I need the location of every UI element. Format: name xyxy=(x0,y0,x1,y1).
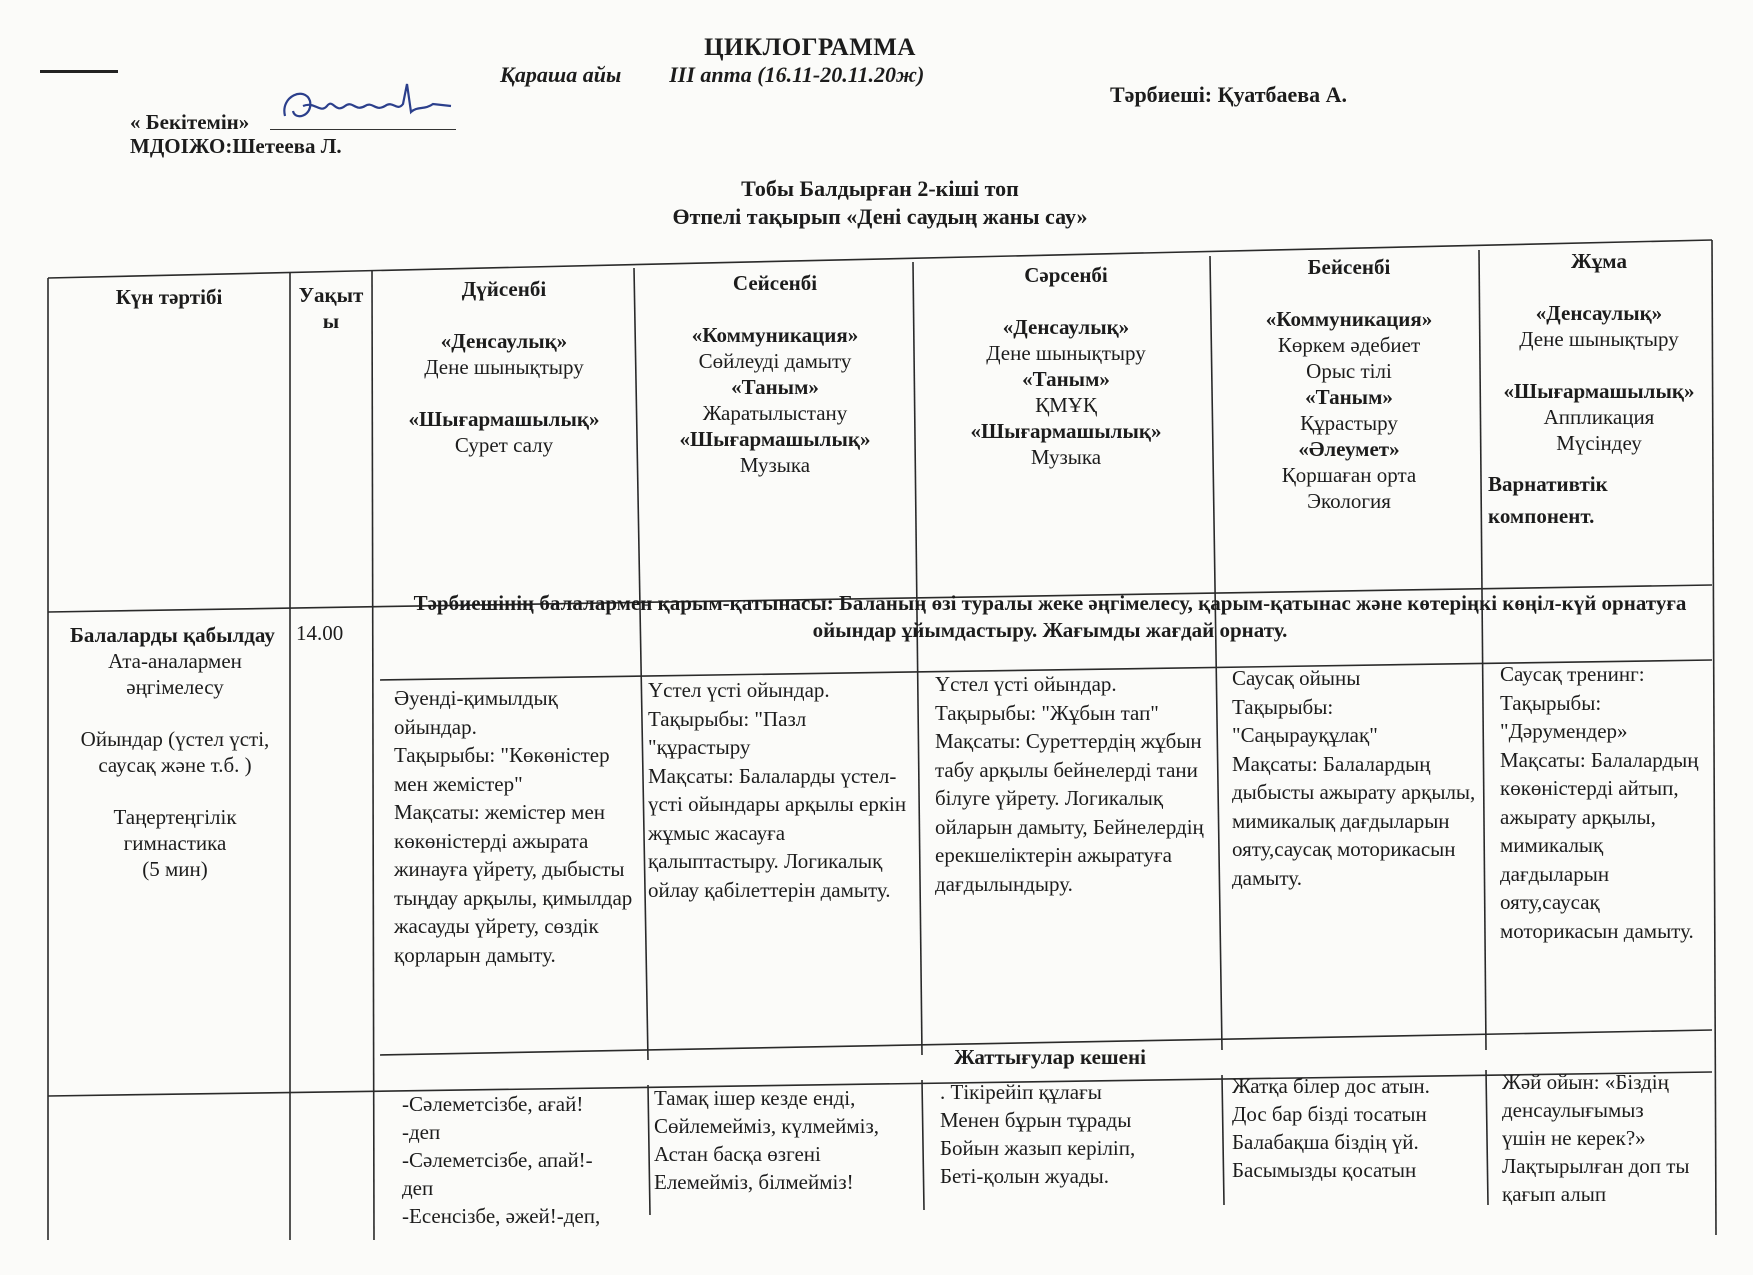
month-label: Қараша айы xyxy=(500,62,622,87)
subject-line: Көркем әдебиет xyxy=(1277,333,1421,357)
subject-line: «Шығармашылық» xyxy=(970,419,1162,443)
director-name: МДОІЖО:Шетеева Л. xyxy=(130,134,342,158)
day-column-wednesday xyxy=(918,262,1214,470)
subject-line: Мүсіндеу xyxy=(1556,431,1642,455)
subject-line: «Әлеумет» xyxy=(1298,437,1400,461)
activity-tuesday: Үстел үсті ойындар. Тақырыбы: "Пазл "құрастыру Мақсаты: Балаларды үстел-үсті ойындары арқылы еркін жұмыс жасауға қалыптастыру. Логикалық ойлау қабілеттерін дамыту. xyxy=(648,678,907,902)
communication-banner: Тәрбиешінің балалармен қарым-қатынасы: Баланың өзі туралы жеке әңгімелесу, қарым-қатынас және көтеріңкі көңіл-күй орнатуға ойындар ұйымдастыру. Жағымды жағдай орнату. xyxy=(413,591,1687,642)
subject-line: ҚМҰҚ xyxy=(1035,393,1097,417)
row-sub-item: Ата-аналармен әңгімелесу xyxy=(108,649,242,699)
exercise-tuesday: Тамақ ішер кезде енді, Сөйлемейміз, күлмейміз, Астан басқа өзгені Елемейміз, білмейміз! xyxy=(654,1086,880,1194)
subject-line: «Коммуникация» xyxy=(1265,307,1433,331)
subject-line: Сөйлеуді дамыту xyxy=(698,349,852,373)
day-name: Дүйсенбі xyxy=(461,277,547,301)
subject-line: Қоршаған орта xyxy=(1281,463,1417,487)
activity-wednesday: Үстел үсті ойындар. Тақырыбы: "Жұбын тап" Мақсаты: Суреттердің жұбын табу арқылы бейнелерді тани білуге үйрету. Логикалық ойларын дамыту, Бейнелердің ерекшеліктерін ажыратуға дағдылындыру. xyxy=(935,672,1204,896)
day-name: Жұма xyxy=(1571,249,1627,273)
day-column-thursday xyxy=(1216,254,1482,514)
exercise-thursday: Жатқа білер дос атын. Дос бар бізді тосатын Балабақша біздің үй. Басымызды қосатын xyxy=(1232,1074,1430,1182)
week-label: ІІІ апта (16.11-20.11.20ж) xyxy=(669,62,925,87)
subject-line: «Таным» xyxy=(1022,367,1110,391)
row-sub-item: (5 мин) xyxy=(142,857,208,881)
subject-line: Экология xyxy=(1307,489,1391,513)
day-column-tuesday xyxy=(640,270,910,478)
transition-topic: Өтпелі тақырып «Дені саудың жаны сау» xyxy=(672,204,1088,229)
activity-monday: Әуенді-қимылдық ойындар. Тақырыбы: "Көкөністер мен жемістер" Мақсаты: жемістер мен көкөністерді ажырата жинауға үйрету, дыбысты тыңдау арқылы, қимылдар жасауды үйрету, сөздік қорларын дамыту. xyxy=(394,686,633,967)
day-name: Сәрсенбі xyxy=(1024,263,1108,287)
activity-thursday: Саусақ ойыны Тақырыбы: "Саңырауқұлақ" Мақсаты: Балалардың дыбысты ажырату арқылы, мимикалық дағдыларын ояту,саусақ моторикасын дамыту. xyxy=(1232,666,1476,890)
header-daily-routine xyxy=(50,284,288,310)
exercises-title: Жаттығулар кешені xyxy=(954,1045,1146,1069)
exercise-wednesday: . Тікірейіп құлағы Менен бұрын тұрады Бойын жазып керіліп, Беті-қолын жуады. xyxy=(940,1080,1136,1188)
activity-friday: Саусақ тренинг: Тақырыбы: "Дәрумендер» Мақсаты: Балалардың көкөністерді айтып, ажырату арқылы, мимикалық дағдыларын ояту,саусақ моторикасын дамыту. xyxy=(1500,662,1699,943)
subject-line: «Шығармашылық» xyxy=(679,427,871,451)
subject-line: Жаратылыстану xyxy=(702,401,848,425)
approve-label: « Бекітемін» xyxy=(130,110,250,134)
exercise-monday: -Сәлеметсізбе, ағай! -деп -Сәлеметсізбе, апай!- деп -Есенсізбе, әжей!-деп, xyxy=(402,1092,601,1228)
subject-line: «Шығармашылық» xyxy=(408,407,600,431)
subject-line: Дене шынықтыру xyxy=(424,355,584,379)
row-sub-item: Ойындар (үстел үсті, саусақ және т.б. ) xyxy=(80,727,270,777)
spacer-line xyxy=(376,380,632,406)
teacher-name: Тәрбиеші: Қуатбаева А. xyxy=(1110,82,1348,107)
day-name: Бейсенбі xyxy=(1307,255,1391,279)
variative-component: Варнативтік компонент. xyxy=(1488,472,1608,528)
subject-line: «Шығармашылық» xyxy=(1503,379,1695,403)
row-sub-item: Таңертеңгілік гимнастика xyxy=(113,805,237,855)
subject-line: Музыка xyxy=(1030,445,1102,469)
subject-line: «Денсаулық» xyxy=(440,329,568,353)
exercise-friday: Жәй ойын: «Біздің денсаулығымыз үшін не керек?» Лақтырылған доп ты қағып алып xyxy=(1502,1070,1690,1206)
subject-line: Музыка xyxy=(739,453,811,477)
row-time: 14.00 xyxy=(296,621,344,645)
subject-line: Дене шынықтыру xyxy=(986,341,1146,365)
day-name: Сейсенбі xyxy=(732,271,818,295)
subject-line: «Таным» xyxy=(731,375,819,399)
subject-line: Сурет салу xyxy=(454,433,554,457)
subject-line: «Таным» xyxy=(1305,385,1393,409)
subject-line: «Коммуникация» xyxy=(691,323,859,347)
row-label: Балаларды қабылдау xyxy=(70,623,275,647)
day-column-friday xyxy=(1488,248,1710,532)
spacer-line xyxy=(1488,352,1710,378)
subject-line: Дене шынықтыру xyxy=(1519,327,1679,351)
subject-line: Құрастыру xyxy=(1300,411,1398,435)
header-daily-label: Күн тәртібі xyxy=(115,285,223,309)
subject-line: «Денсаулық» xyxy=(1002,315,1130,339)
subject-line: «Денсаулық» xyxy=(1535,301,1663,325)
doc-title: ЦИКЛОГРАММА xyxy=(704,34,916,61)
subject-line: Аппликация xyxy=(1543,405,1655,429)
day-column-monday xyxy=(376,276,632,458)
row-reception-label-cell xyxy=(70,622,280,882)
header-time: Уақыты xyxy=(298,283,364,333)
subject-line: Орыс тілі xyxy=(1306,359,1392,383)
group-name: Тобы Балдырған 2-кіші топ xyxy=(741,176,1019,201)
